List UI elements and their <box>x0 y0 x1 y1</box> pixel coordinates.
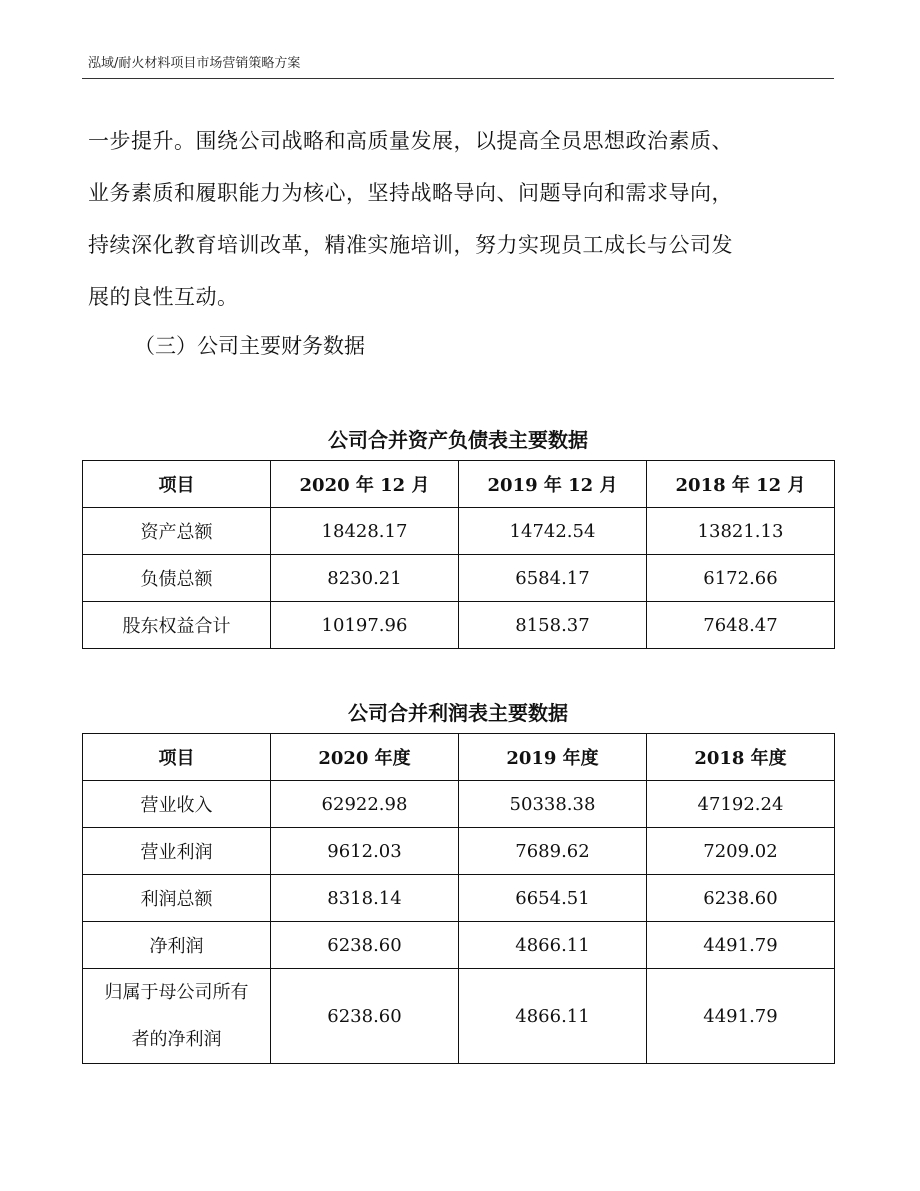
table-cell: 47192.24 <box>647 781 835 828</box>
table-row <box>83 828 835 875</box>
table-row <box>83 508 835 555</box>
paragraph-line: 一步提升。围绕公司战略和高质量发展，以提高全员思想政治素质、 <box>88 129 733 153</box>
row-label: 资产总额 <box>83 508 271 555</box>
table-row <box>83 602 835 649</box>
table-cell: 8230.21 <box>271 555 459 602</box>
income-statement-table <box>82 733 835 1064</box>
balance-sheet-table <box>82 460 835 649</box>
table-cell: 62922.98 <box>271 781 459 828</box>
table-cell: 6238.60 <box>271 922 459 969</box>
row-label: 营业利润 <box>83 828 271 875</box>
row-label: 负债总额 <box>83 555 271 602</box>
column-header: 2019 年 12 月 <box>459 461 647 508</box>
column-header: 项目 <box>83 461 271 508</box>
table-header-row <box>83 461 835 508</box>
row-label-line: 归属于母公司所有 <box>104 982 249 1003</box>
balance-sheet-title: 公司合并资产负债表主要数据 <box>328 428 588 452</box>
column-header: 2018 年 12 月 <box>647 461 835 508</box>
column-header: 2020 年度 <box>271 734 459 781</box>
row-label: 股东权益合计 <box>83 602 271 649</box>
table-row <box>83 875 835 922</box>
table-cell: 8158.37 <box>459 602 647 649</box>
table-cell: 9612.03 <box>271 828 459 875</box>
table-cell: 7689.62 <box>459 828 647 875</box>
header-divider <box>82 78 834 79</box>
table-cell: 6238.60 <box>647 875 835 922</box>
table-cell: 7209.02 <box>647 828 835 875</box>
column-header: 2019 年度 <box>459 734 647 781</box>
table-cell: 4491.79 <box>647 969 835 1064</box>
row-label: 净利润 <box>83 922 271 969</box>
document-header: 泓域/耐火材料项目市场营销策略方案 <box>88 56 301 71</box>
table-cell: 8318.14 <box>271 875 459 922</box>
table-cell: 7648.47 <box>647 602 835 649</box>
table-row <box>83 922 835 969</box>
table-cell: 6654.51 <box>459 875 647 922</box>
table-cell: 13821.13 <box>647 508 835 555</box>
table-cell: 6584.17 <box>459 555 647 602</box>
paragraph-line: 业务素质和履职能力为核心，坚持战略导向、问题导向和需求导向， <box>88 181 733 205</box>
body-paragraph <box>88 115 834 323</box>
table-row <box>83 555 835 602</box>
row-label-line: 者的净利润 <box>131 1029 222 1050</box>
table-row <box>83 781 835 828</box>
column-header: 2018 年度 <box>647 734 835 781</box>
income-statement-title: 公司合并利润表主要数据 <box>348 701 568 725</box>
table-cell: 6238.60 <box>271 969 459 1064</box>
table-cell: 4491.79 <box>647 922 835 969</box>
table-cell: 4866.11 <box>459 922 647 969</box>
paragraph-line: 展的良性互动。 <box>88 285 239 309</box>
table-cell: 14742.54 <box>459 508 647 555</box>
table-cell: 10197.96 <box>271 602 459 649</box>
table-cell: 50338.38 <box>459 781 647 828</box>
paragraph-line: 持续深化教育培训改革，精准实施培训，努力实现员工成长与公司发 <box>88 233 733 257</box>
table-cell: 6172.66 <box>647 555 835 602</box>
row-label: 营业收入 <box>83 781 271 828</box>
column-header: 2020 年 12 月 <box>271 461 459 508</box>
table-cell: 4866.11 <box>459 969 647 1064</box>
section-heading: （三）公司主要财务数据 <box>134 334 365 358</box>
column-header: 项目 <box>83 734 271 781</box>
row-label: 利润总额 <box>83 875 271 922</box>
table-header-row <box>83 734 835 781</box>
table-row <box>83 969 835 1064</box>
table-cell: 18428.17 <box>271 508 459 555</box>
row-label <box>83 969 271 1064</box>
